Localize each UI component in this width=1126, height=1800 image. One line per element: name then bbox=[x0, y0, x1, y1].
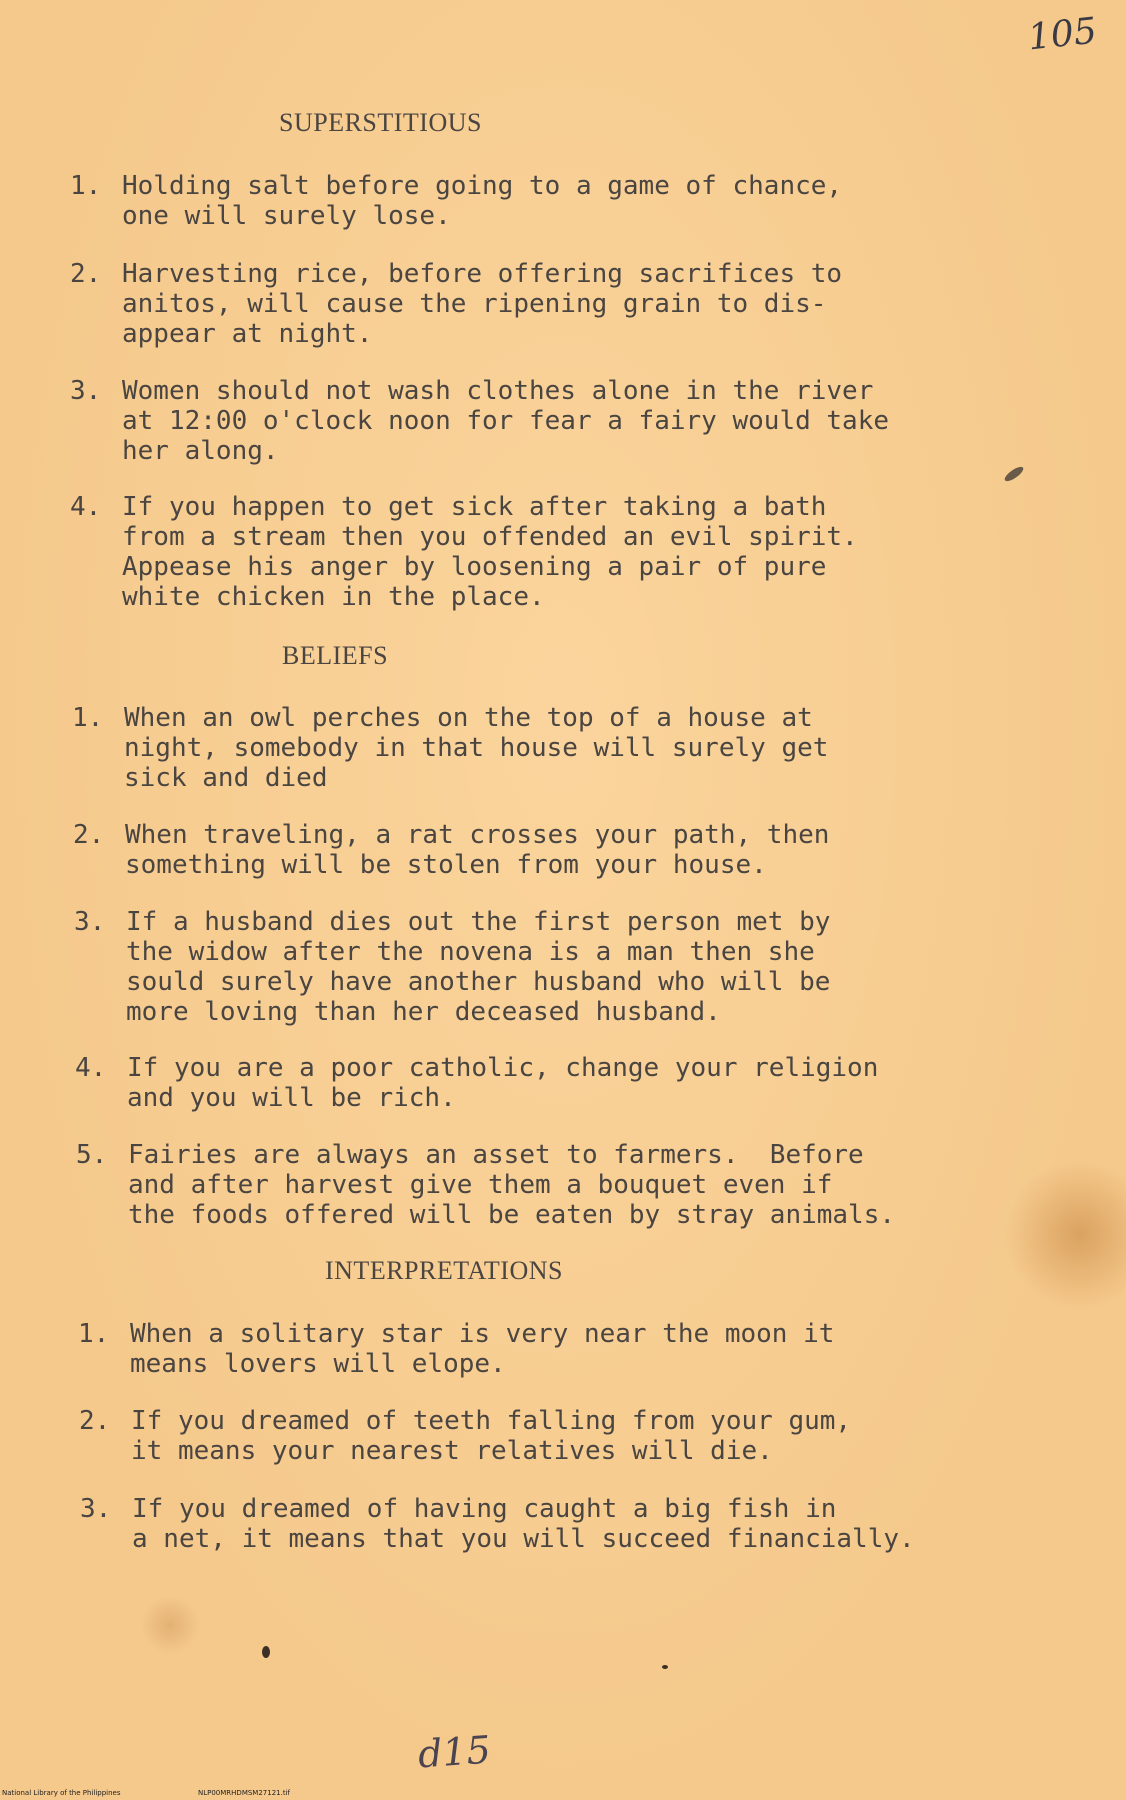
item-number: 3. bbox=[80, 1494, 112, 1524]
item-line: it means your nearest relatives will die. bbox=[131, 1436, 773, 1466]
item-line: means lovers will elope. bbox=[130, 1349, 506, 1379]
interpretations-item-3 bbox=[80, 1494, 915, 1614]
item-line: Appease his anger by loosening a pair of pure bbox=[122, 552, 827, 582]
item-line: sick and died bbox=[124, 763, 328, 793]
item-line: sould surely have another husband who will be bbox=[126, 967, 831, 997]
item-line: a net, it means that you will succeed financially. bbox=[132, 1524, 915, 1554]
item-line: anitos, will cause the ripening grain to dis- bbox=[122, 289, 827, 319]
item-number: 2. bbox=[70, 259, 102, 289]
item-line: and after harvest give them a bouquet even if bbox=[128, 1170, 833, 1200]
handwritten-page-number: 105 bbox=[1026, 10, 1099, 59]
item-line: Fairies are always an asset to farmers. Before bbox=[128, 1140, 864, 1170]
item-line: night, somebody in that house will surely get bbox=[124, 733, 829, 763]
heading-superstitious: SUPERSTITIOUS bbox=[279, 108, 482, 137]
ink-mark bbox=[1003, 464, 1026, 483]
item-line: If you happen to get sick after taking a bath bbox=[122, 492, 827, 522]
item-line: When traveling, a rat crosses your path, then bbox=[125, 820, 830, 850]
item-line: the widow after the novena is a man then she bbox=[126, 937, 815, 967]
item-line: When a solitary star is very near the moon it bbox=[130, 1319, 835, 1349]
item-line: appear at night. bbox=[122, 319, 373, 349]
item-line: her along. bbox=[122, 436, 279, 466]
ink-spot bbox=[662, 1665, 668, 1669]
item-number: 2. bbox=[79, 1406, 111, 1436]
item-number: 4. bbox=[75, 1053, 107, 1083]
item-line: Harvesting rice, before offering sacrifices to bbox=[122, 259, 843, 289]
item-line: If you are a poor catholic, change your religion bbox=[127, 1053, 879, 1083]
item-line: When an owl perches on the top of a house at bbox=[124, 703, 813, 733]
item-line: at 12:00 o'clock noon for fear a fairy would take bbox=[122, 406, 890, 436]
item-line: more loving than her deceased husband. bbox=[126, 997, 721, 1027]
item-line: If you dreamed of teeth falling from your gum, bbox=[131, 1406, 852, 1436]
item-number: 4. bbox=[70, 492, 102, 522]
footer-library: National Library of the Philippines bbox=[2, 1789, 121, 1797]
item-line: white chicken in the place. bbox=[122, 582, 545, 612]
ink-spot bbox=[262, 1646, 270, 1658]
item-line: Women should not wash clothes alone in the river bbox=[122, 376, 874, 406]
item-number: 1. bbox=[72, 703, 104, 733]
item-line: Holding salt before going to a game of chance, bbox=[122, 171, 843, 201]
item-line: the foods offered will be eaten by stray animals. bbox=[128, 1200, 896, 1230]
item-line: one will surely lose. bbox=[122, 201, 451, 231]
item-number: 5. bbox=[76, 1140, 108, 1170]
heading-beliefs: BELIEFS bbox=[282, 641, 389, 670]
heading-interpretations: INTERPRETATIONS bbox=[325, 1256, 563, 1285]
item-line: from a stream then you offended an evil spirit. bbox=[122, 522, 858, 552]
item-number: 1. bbox=[78, 1319, 110, 1349]
item-line: If you dreamed of having caught a big fish in bbox=[132, 1494, 837, 1524]
item-number: 3. bbox=[74, 907, 106, 937]
handwritten-annotation: d15 bbox=[416, 1727, 493, 1777]
footer-filename: NLP00MRHDMSM27121.tif bbox=[198, 1789, 290, 1797]
item-line: and you will be rich. bbox=[127, 1083, 456, 1113]
item-number: 1. bbox=[70, 171, 102, 201]
item-line: something will be stolen from your house. bbox=[125, 850, 767, 880]
item-line: If a husband dies out the first person met by bbox=[126, 907, 831, 937]
item-number: 3. bbox=[70, 376, 102, 406]
item-number: 2. bbox=[73, 820, 105, 850]
